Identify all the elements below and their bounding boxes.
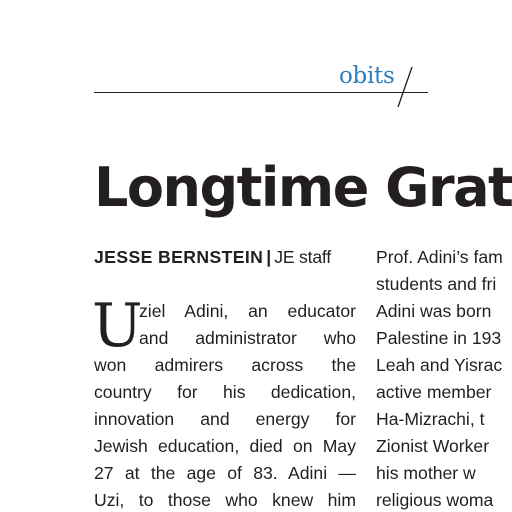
body-line: 27 at the age of 83. Adini — (94, 463, 356, 483)
article-column-left (94, 244, 356, 512)
article-headline: Longtime Grat (94, 156, 512, 219)
byline-author: JESSE BERNSTEIN (94, 247, 264, 267)
section-slash-mark (396, 66, 414, 108)
article-body-right (376, 244, 512, 512)
body-line: Uzi, to those who knew him (94, 490, 356, 510)
body-line: religious woma (376, 490, 494, 510)
body-line: won admirers across the (94, 355, 356, 375)
body-line: Ha-Mizrachi, t (376, 409, 485, 429)
body-line: and administrator who (139, 328, 356, 348)
body-line: Prof. Adini’s fam (376, 247, 503, 267)
drop-cap: U (92, 291, 143, 361)
body-line: Leah and Yisrac (376, 355, 503, 375)
body-line: country for his dedication, (94, 382, 356, 402)
byline (94, 244, 356, 271)
section-header-rule (94, 92, 428, 93)
byline-separator: | (266, 247, 272, 267)
body-line: students and fri (376, 274, 497, 294)
body-line: Zionist Worker (376, 436, 490, 456)
byline-role: JE staff (274, 247, 331, 267)
body-line: Palestine in 193 (376, 328, 502, 348)
body-line: innovation and energy for (94, 409, 356, 429)
body-line: Jewish education, died on May (94, 436, 356, 456)
body-line: Adini was born (376, 301, 492, 321)
body-line: ziel Adini, an educator (139, 301, 356, 321)
section-label: obits (339, 63, 395, 89)
body-line: his mother w (376, 463, 476, 483)
body-line: active member (376, 382, 492, 402)
article-body-left (92, 291, 356, 512)
article-column-right (376, 244, 512, 512)
